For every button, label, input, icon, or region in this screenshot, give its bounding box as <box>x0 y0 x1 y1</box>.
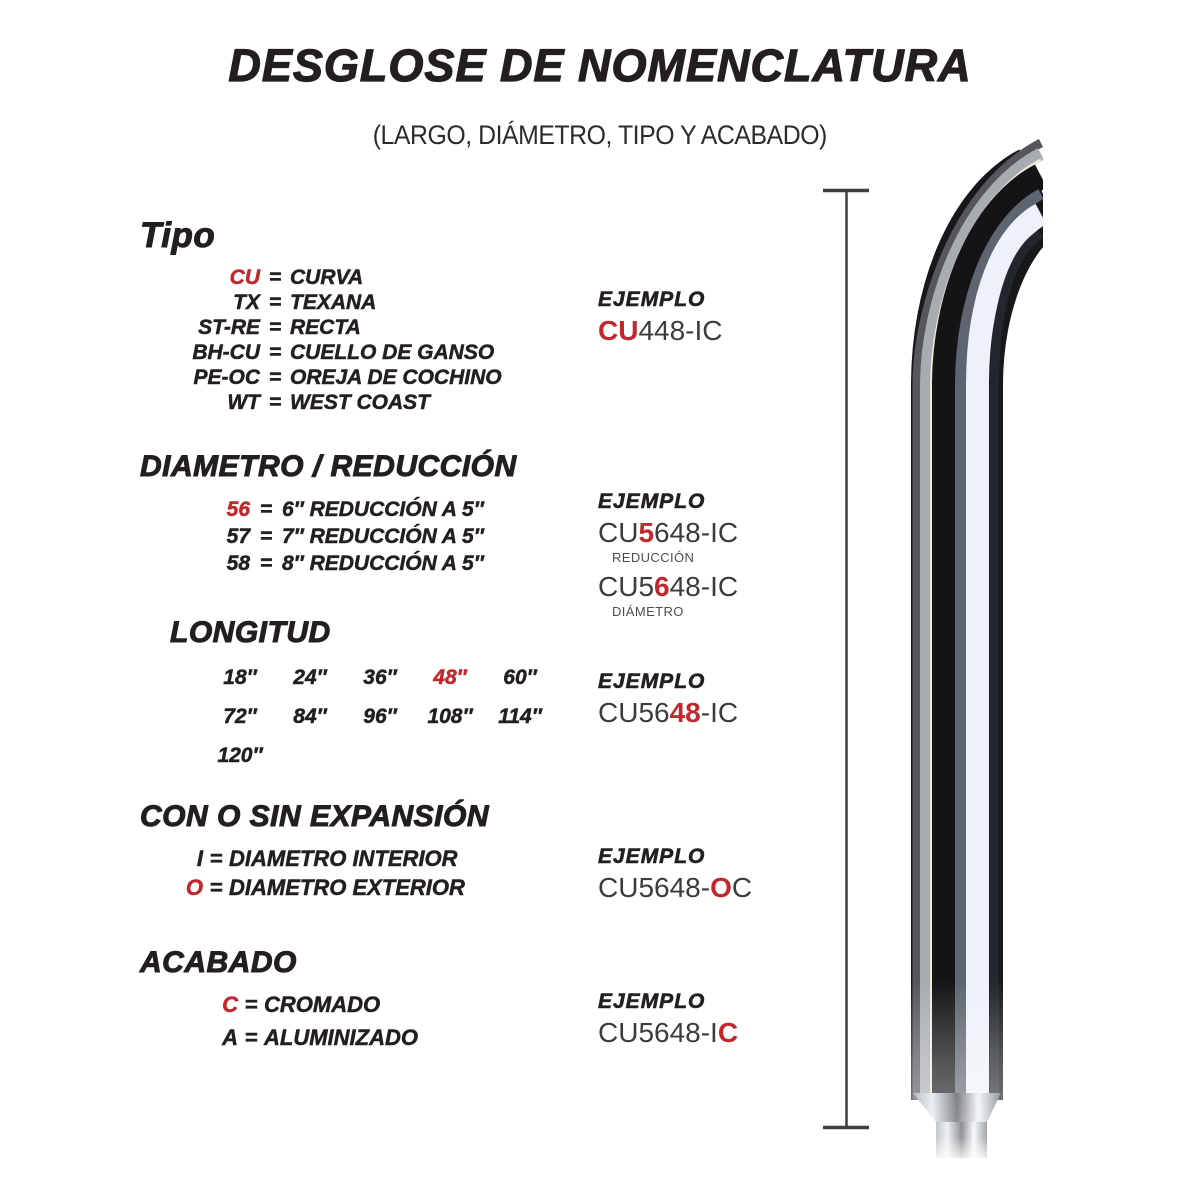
value-cuello-de-ganso: CUELLO DE GANSO <box>290 341 495 364</box>
length-60: 60″ <box>503 666 537 689</box>
pipe-body <box>917 143 1041 1100</box>
equals-sign: = <box>268 341 282 364</box>
value-curva: CURVA <box>290 266 364 289</box>
pipe-tip-fade <box>925 1138 1000 1163</box>
equals-sign: = <box>259 552 273 575</box>
equals-sign: = <box>259 498 273 521</box>
code-i: I <box>196 846 203 871</box>
example-label: EJEMPLO <box>598 990 706 1013</box>
length-96: 96″ <box>363 705 397 728</box>
value-oreja-de-cochino: OREJA DE COCHINO <box>290 366 502 389</box>
code-st-re: ST-RE <box>198 316 260 339</box>
length-72: 72″ <box>223 705 257 728</box>
value-texana: TEXANA <box>290 291 377 314</box>
code-bh-cu: BH-CU <box>192 341 260 364</box>
code-58: 58 <box>226 552 250 575</box>
example-label: EJEMPLO <box>598 288 706 311</box>
equals-sign: = <box>209 846 223 871</box>
value-reduccion-8: 8″ REDUCCIÓN A 5″ <box>282 552 484 575</box>
part-number-cu5648-oc: CU5648-OC <box>598 872 753 903</box>
length-84: 84″ <box>293 705 327 728</box>
equals-sign: = <box>268 291 282 314</box>
value-reduccion-7: 7″ REDUCCIÓN A 5″ <box>282 525 484 548</box>
caption-diametro: DIÁMETRO <box>612 604 684 619</box>
code-a: A <box>222 1025 238 1050</box>
value-west-coast: WEST COAST <box>290 391 430 414</box>
caption-reduccion: REDUCCIÓN <box>612 550 695 565</box>
length-18: 18″ <box>223 666 257 689</box>
part-number-cu5648-ic-c: CU5648-IC <box>598 1017 739 1048</box>
code-c: C <box>222 992 238 1017</box>
equals-sign: = <box>268 316 282 339</box>
length-24: 24″ <box>293 666 327 689</box>
pipe-fade-overlay <box>895 980 1055 1165</box>
code-o: O <box>185 875 203 900</box>
code-pe-oc: PE-OC <box>193 366 260 389</box>
section-expansion-heading: CON O SIN EXPANSIÓN <box>140 800 489 833</box>
code-56: 56 <box>226 498 250 521</box>
section-acabado-heading: ACABADO <box>140 946 297 979</box>
equals-sign: = <box>244 1025 258 1050</box>
length-120: 120″ <box>217 744 263 767</box>
length-48-highlighted: 48″ <box>433 666 467 689</box>
code-tx: TX <box>233 291 260 314</box>
equals-sign: = <box>259 525 273 548</box>
page-subtitle: (LARGO, DIÁMETRO, TIPO Y ACABADO) <box>372 120 828 150</box>
part-number-reduccion: CU5648-IC <box>598 517 739 548</box>
page-title: DESGLOSE DE NOMENCLATURA <box>228 40 972 91</box>
length-measure-line <box>823 190 869 1128</box>
equals-sign: = <box>268 366 282 389</box>
value-recta: RECTA <box>290 316 361 339</box>
length-36: 36″ <box>363 666 397 689</box>
code-wt: WT <box>227 391 260 414</box>
part-number-cu5648-ic-48: CU5648-IC <box>598 697 739 728</box>
code-cu: CU <box>229 266 260 289</box>
value-diametro-exterior: DIAMETRO EXTERIOR <box>229 875 465 900</box>
equals-sign: = <box>268 266 282 289</box>
value-cromado: CROMADO <box>264 992 381 1017</box>
value-reduccion-6: 6″ REDUCCIÓN A 5″ <box>282 498 484 521</box>
part-number-diametro: CU5648-IC <box>598 571 739 602</box>
example-label: EJEMPLO <box>598 845 706 868</box>
example-label: EJEMPLO <box>598 490 706 513</box>
section-diametro-heading: DIAMETRO / REDUCCIÓN <box>140 450 517 483</box>
section-tipo-heading: Tipo <box>140 216 216 255</box>
value-aluminizado: ALUMINIZADO <box>264 1025 418 1050</box>
equals-sign: = <box>209 875 223 900</box>
equals-sign: = <box>268 391 282 414</box>
section-longitud-heading: LONGITUD <box>170 616 331 649</box>
length-108: 108″ <box>427 705 473 728</box>
equals-sign: = <box>244 992 258 1017</box>
length-114: 114″ <box>498 705 542 728</box>
code-57: 57 <box>226 525 250 548</box>
value-diametro-interior: DIAMETRO INTERIOR <box>229 846 458 871</box>
example-label: EJEMPLO <box>598 670 706 693</box>
part-number-cu448-ic: CU448-IC <box>598 315 723 346</box>
